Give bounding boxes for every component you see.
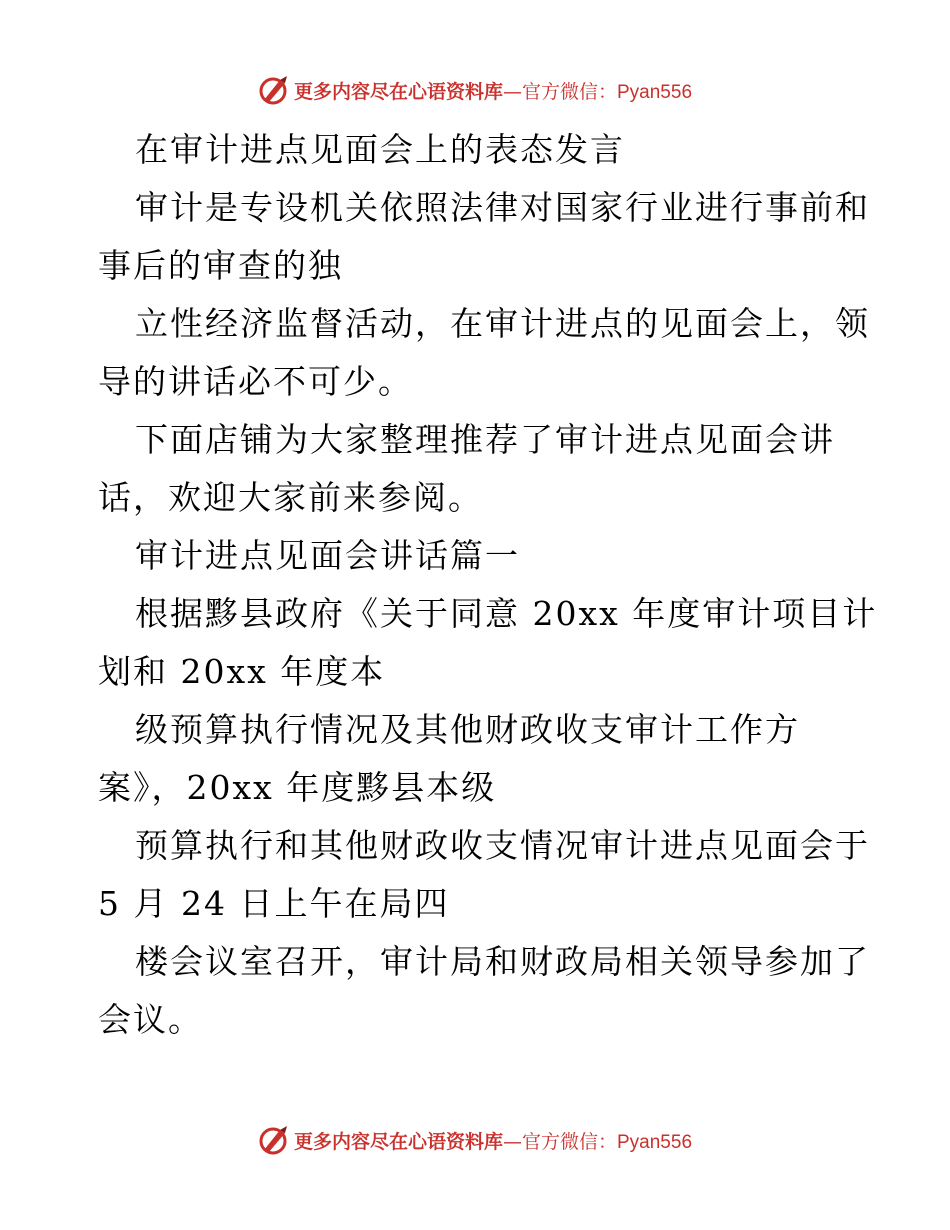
paragraph-line: 事后的审查的独 bbox=[98, 246, 343, 285]
paragraph-line: 根据黟县政府《关于同意 20xx 年度审计项目计 bbox=[135, 594, 878, 633]
banner-text bbox=[294, 1127, 692, 1154]
paragraph-line: 5 月 24 日上午在局四 bbox=[98, 884, 450, 923]
banner-wechat-id: Pyan556 bbox=[617, 81, 693, 103]
banner-wechat-label: 官方微信： bbox=[521, 1130, 617, 1153]
paragraph-line: 楼会议室召开，审计局和财政局相关领导参加了 bbox=[135, 942, 870, 981]
paragraph-line: 审计是专设机关依照法律对国家行业进行事前和 bbox=[135, 188, 870, 227]
quill-seal-icon bbox=[258, 74, 290, 106]
banner-text bbox=[294, 77, 692, 104]
document-body bbox=[98, 121, 878, 1049]
paragraph-line: 预算执行和其他财政收支情况审计进点见面会于 bbox=[135, 826, 870, 865]
footer-watermark-banner bbox=[0, 1120, 950, 1160]
banner-dash: — bbox=[502, 80, 522, 103]
banner-main-text: 更多内容尽在心语资料库 bbox=[293, 80, 503, 103]
section-heading: 审计进点见面会讲话篇一 bbox=[135, 536, 520, 575]
paragraph-line: 案》，20xx 年度黟县本级 bbox=[98, 768, 497, 807]
document-title: 在审计进点见面会上的表态发言 bbox=[135, 130, 625, 169]
paragraph-line: 话，欢迎大家前来参阅。 bbox=[98, 478, 483, 517]
header-watermark-banner bbox=[0, 70, 950, 110]
banner-dash: — bbox=[502, 1130, 522, 1153]
banner-main-text: 更多内容尽在心语资料库 bbox=[293, 1130, 503, 1153]
banner-wechat-id: Pyan556 bbox=[617, 1131, 693, 1153]
paragraph-line: 导的讲话必不可少。 bbox=[98, 362, 413, 401]
paragraph-line: 下面店铺为大家整理推荐了审计进点见面会讲 bbox=[135, 420, 835, 459]
banner-wechat-label: 官方微信： bbox=[521, 80, 617, 103]
quill-seal-icon bbox=[258, 1124, 290, 1156]
paragraph-line: 立性经济监督活动，在审计进点的见面会上，领 bbox=[135, 304, 870, 343]
paragraph-line: 划和 20xx 年度本 bbox=[98, 652, 386, 691]
paragraph-line: 会议。 bbox=[98, 1000, 203, 1039]
paragraph-line: 级预算执行情况及其他财政收支审计工作方 bbox=[135, 710, 800, 749]
